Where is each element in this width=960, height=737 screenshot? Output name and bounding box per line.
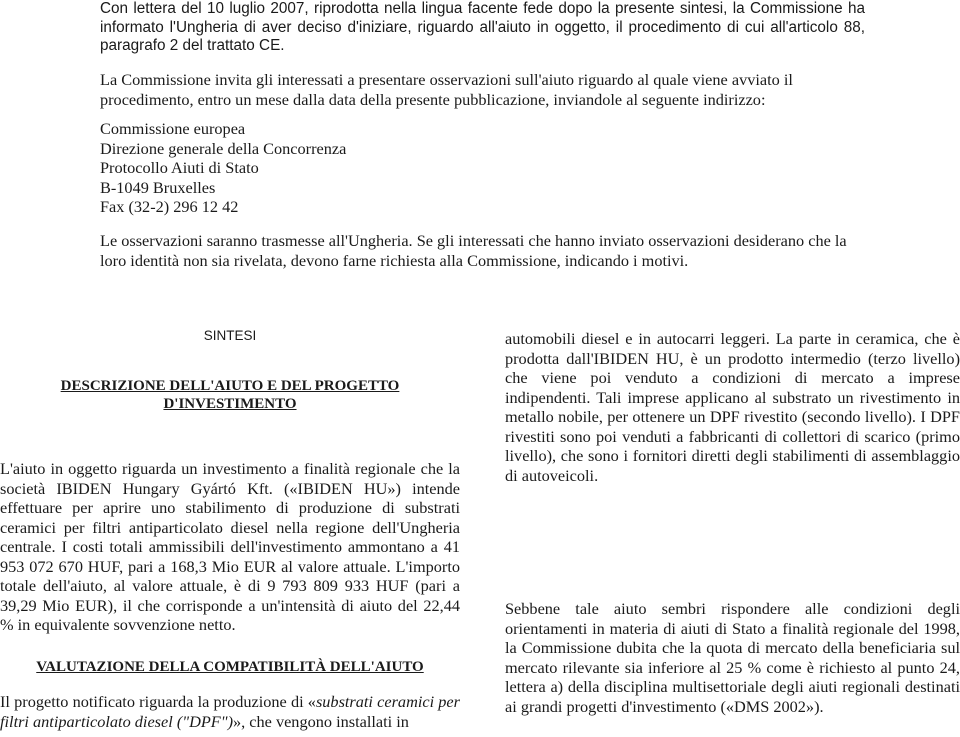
address-block [100, 119, 346, 217]
invitation-paragraph: La Commissione invita gli interessati a presentare osservazioni sull'aiuto riguardo al quale viene avviato il procedimento, entro un mese dalla data della presente pubblicazione, inviandole al seguente indirizzo: [100, 70, 793, 109]
doubts-paragraph: Sebbene tale aiuto sembri rispondere alle condizioni degli orientamenti in materia di aiuti di Stato a finalità regionale del 1998, la Commissione dubita che la quota di mercato della beneficiaria sul mercato rilevante sia inferiore al 25 % come è richiesto al punto 24, lettera a) della disciplina multisettoriale degli aiuti regionali destinati ai grandi progetti d'investimento («DMS 2002»). [505, 599, 960, 716]
evaluation-heading-text: VALUTAZIONE DELLA COMPATIBILITÀ DELL'AIUTO [36, 659, 424, 675]
description-heading-text: DESCRIZIONE DELL'AIUTO E DEL PROGETTO D'INVESTIMENTO [60, 378, 400, 412]
evaluation-suffix: », che vengono installati in [233, 711, 409, 731]
description-heading [0, 377, 460, 413]
evaluation-product-italic: substrati ceramici per filtri antiparticolato diesel ("DPF") [0, 692, 460, 731]
letter-paragraph: Con lettera del 10 luglio 2007, riprodotta nella lingua facente fede dopo la presente sintesi, la Commissione ha informato l'Ungheria di aver deciso d'iniziare, riguardo all'aiuto in oggetto, il procedimento di cui all'articolo 88, paragrafo 2 del trattato CE. [100, 0, 865, 55]
evaluation-paragraph [0, 692, 460, 731]
address-line: Protocollo Aiuti di Stato [100, 158, 259, 177]
evaluation-prefix: Il progetto notificato riguarda la produzione di « [0, 692, 316, 711]
sintesi-title: SINTESI [203, 328, 257, 343]
address-line: Commissione europea [100, 119, 246, 138]
closing-paragraph: Le osservazioni saranno trasmesse all'Ungheria. Se gli interessati che hanno inviato osservazioni desiderano che la loro identità non sia rivelata, devono farne richiesta alla Commissione, indicando i motivi. [100, 231, 847, 270]
product-chain-paragraph: automobili diesel e in autocarri leggeri. La parte in ceramica, che è prodotta dall'IBIDEN HU, è un prodotto intermedio (terzo livello) che viene poi venduto a condizioni di mercato a imprese indipendenti. Tali imprese applicano al substrato un rivestimento in metallo nobile, per ottenere un DPF rivestito (secondo livello). I DPF rivestiti sono poi venduti a fabbricanti di collettori di scarico (primo livello), che sono i fornitori diretti degli stabilimenti di assemblaggio di autoveicoli. [505, 329, 960, 485]
address-line: Direzione generale della Concorrenza [100, 138, 347, 158]
description-paragraph: L'aiuto in oggetto riguarda un investimento a finalità regionale che la società IBIDEN Hungary Gyártó Kft. («IBIDEN HU») intende effettuare per aprire uno stabilimento di produzione di substrati ceramici per filtri antiparticolato diesel nella regione dell'Ungheria centrale. I costi totali ammissibili dell'investimento ammontano a 41 953 072 670 HUF, pari a 168,3 Mio EUR al valore attuale. L'importo totale dell'aiuto, al valore attuale, è di 9 793 809 933 HUF (pari a 39,29 Mio EUR), il che corrisponde a un'intensità di aiuto del 22,44 % in equivalente sovvenzione netto. [0, 459, 460, 634]
address-fax: Fax (32-2) 296 12 42 [100, 197, 239, 216]
evaluation-heading [0, 658, 460, 676]
address-line: B-1049 Bruxelles [100, 177, 216, 197]
